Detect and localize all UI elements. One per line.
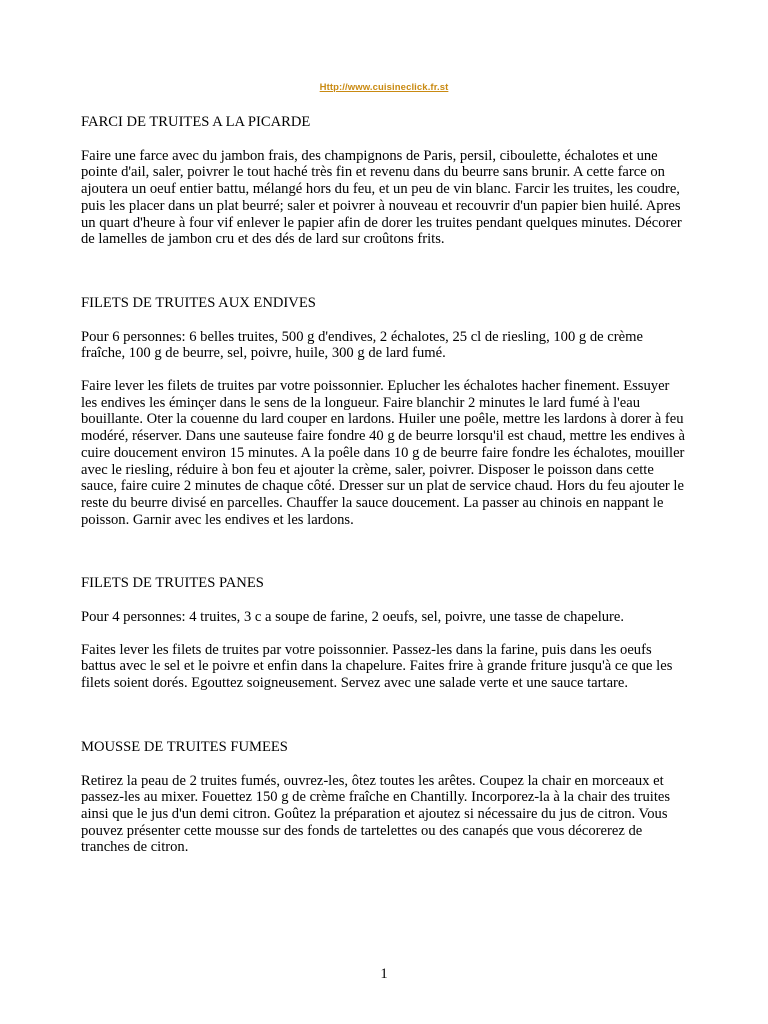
recipe-section [81,114,686,248]
recipe-ingredients: Pour 4 personnes: 4 truites, 3 c a soupe de farine, 2 oeufs, sel, poivre, une tasse de chapelure. [81,609,625,626]
recipe-paragraph: Faites lever les filets de truites par votre poissonnier. Passez-les dans la farine, puis dans les oeufs battus avec le sel et le poivre et enfin dans la chapelure. Faites frire à grande friture jusqu'à ce que les filets soient dorés. Egouttez soigneusement. Servez avec une salade verte et une sauce tartare. [81,641,673,692]
recipe-title: FILETS DE TRUITES PANES [81,575,264,592]
recipe-title: MOUSSE DE TRUITES FUMEES [81,738,288,755]
header-link[interactable]: Http://www.cuisineclick.fr.st [319,82,449,93]
recipe-paragraph: Retirez la peau de 2 truites fumés, ouvrez-les, ôtez toutes les arêtes. Coupez la chair en morceaux et passez-les au mixer. Fouettez 150 g de crème fraîche en Chantilly. Incorporez-la à la chair des truites ainsi que le jus d'un demi citron. Goûtez la préparation et ajoutez si nécessaire du jus de citron. Vous pouvez présenter cette mousse sur des fonds de tartelettes ou des canapés que vous décorerez de tranches de citron. [81,772,671,856]
document-body [81,114,686,856]
recipe-ingredients: Pour 6 personnes: 6 belles truites, 500 g d'endives, 2 échalotes, 25 cl de riesling, 100 g de crème fraîche, 100 g de beurre, sel, poivre, huile, 300 g de lard fumé. [81,328,643,362]
recipe-title: FARCI DE TRUITES A LA PICARDE [81,114,311,130]
recipe-title: FILETS DE TRUITES AUX ENDIVES [81,294,316,311]
recipe-section [81,575,686,692]
recipe-paragraph: Faire une farce avec du jambon frais, des champignons de Paris, persil, ciboulette, échalotes et une pointe d'ail, saler, poivrer le tout haché très fin et revenu dans du beurre sans brunir. A cette farce on ajoutera un oeuf entier battu, mélangé hors du feu, et un peu de vin blanc. Farcir les truites, les coudre, puis les placer dans un plat beurré; saler et poivrer à nouveau et recouvrir d'un papier bien huilé. Apres un quart d'heure à four vif enlever le papier afin de dorer les truites pendant quelques minutes. Décorer de lamelles de jambon cru et des dés de lard sur croûtons frits. [81,147,682,248]
recipe-section [81,739,686,856]
recipe-paragraph: Faire lever les filets de truites par votre poissonnier. Eplucher les échalotes hacher finement. Essuyer les endives les éminçer dans le sens de la longueur. Faire blanchir 2 minutes le lard fumé à l'eau bouillante. Oter la couenne du lard couper en lardons. Huiler une poêle, mettre les lardons à dorer à feu modéré, réserver. Dans une sauteuse faire fondre 40 g de beurre lorsqu'il est chaud, mettre les endives à cuire doucement environ 15 minutes. A la poêle dans 10 g de beurre faire fondre les échalotes, mouiller avec le riesling, réduire à bon feu et ajouter la crème, saler, poivrer. Disposer le poisson dans cette sauce, faire cuire 2 minutes de chaque côté. Dresser sur un plat de service chaud. Hors du feu ajouter le reste du beurre divisé en parcelles. Chauffer la sauce doucement. La passer au chinois en nappant le poisson. Garnir avec les endives et les lardons. [81,378,685,528]
recipe-section [81,295,686,528]
page-number: 1 [380,966,388,982]
